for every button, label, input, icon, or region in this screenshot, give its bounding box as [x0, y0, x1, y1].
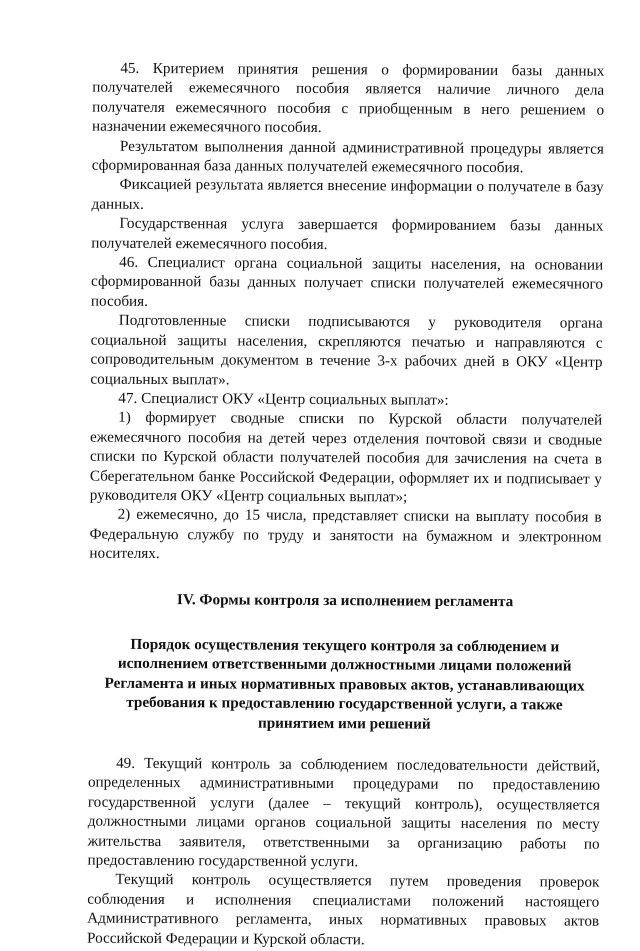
section-title: IV. Формы контроля за исполнением регламента — [176, 590, 514, 610]
paragraph-47-item-2: 2) ежемесячно, до 15 числа, представляет списки на выплату пособия в Федеральную службу по труду и занятости на бумажном и электронном носителях. — [89, 506, 602, 563]
paragraph-46-lists: Подготовленные списки подписываются у руководителя органа социальной защиты населения, скрепляются печатью и направляются с сопроводительным документом в течение 3-х рабочих дней в ОКУ «Центр социальных выплат». — [90, 312, 603, 388]
paragraph-47: 47. Специалист ОКУ «Центр социальных выплат»: — [118, 389, 449, 409]
paragraph-49-method: Текущий контроль осуществляется путем проведения проверок соблюдения и исполнения специалистами положений настоящего Административного регламента, иных нормативных правовых актов Российской Федерации и Курской области. — [86, 871, 600, 948]
subsection-title-line: Порядок осуществления текущего контроля за соблюдением и — [130, 635, 560, 656]
paragraph-45-result: Результатом выполнения данной административной процедуры является сформированная база данных получателей ежемесячного пособия. — [91, 137, 604, 177]
subsection-title-line: исполнением ответственными должностными лицами положений — [117, 655, 572, 675]
paragraph-45-completion: Государственная услуга завершается формированием базы данных получателей ежемесячного пособия. — [91, 215, 604, 253]
paragraph-45: 45. Критерием принятия решения о формировании базы данных получателей ежемесячного пособия является наличие личного дела получателя ежемесячного пособия с приобщенным в него решением о назначении ежемесячного пособия. — [91, 59, 605, 137]
paragraph-45-fixation: Фиксацией результата является внесение информации о получателе в базу данных. — [91, 176, 604, 213]
subsection-title-line: Регламента и иных нормативных правовых актов, устанавливающих — [104, 674, 585, 695]
subsection-title-line: требования к предоставлению государственной услуги, а также — [126, 694, 563, 714]
subsection-title-line: принятием ими решений — [257, 714, 431, 733]
paragraph-47-item-1: 1) формирует сводные списки по Курской области получателей ежемесячного пособия на детей через отделения почтовой связи и сводные списки по Курской области получателей пособия для зачисления на счета в Сберегательном банке Российской Федерации, оформляет их и подписывает у руководителя ОКУ «Центр социальных выплат»; — [89, 409, 603, 506]
paragraph-49: 49. Текущий контроль за соблюдением последовательности действий, определенных административными процедурами по предоставлению государственной услуги (далее – текущий контроль), осуществляется должностными лицами органов социальной защиты населения по месту жительства заявителя, ответственными за организацию работы по предоставлению государственной услуги. — [87, 754, 601, 871]
subsection-title — [88, 635, 601, 735]
paragraph-46: 46. Специалист органа социальной защиты населения, на основании сформированной базы данных получает списки получателей ежемесячного пособия. — [90, 253, 604, 310]
